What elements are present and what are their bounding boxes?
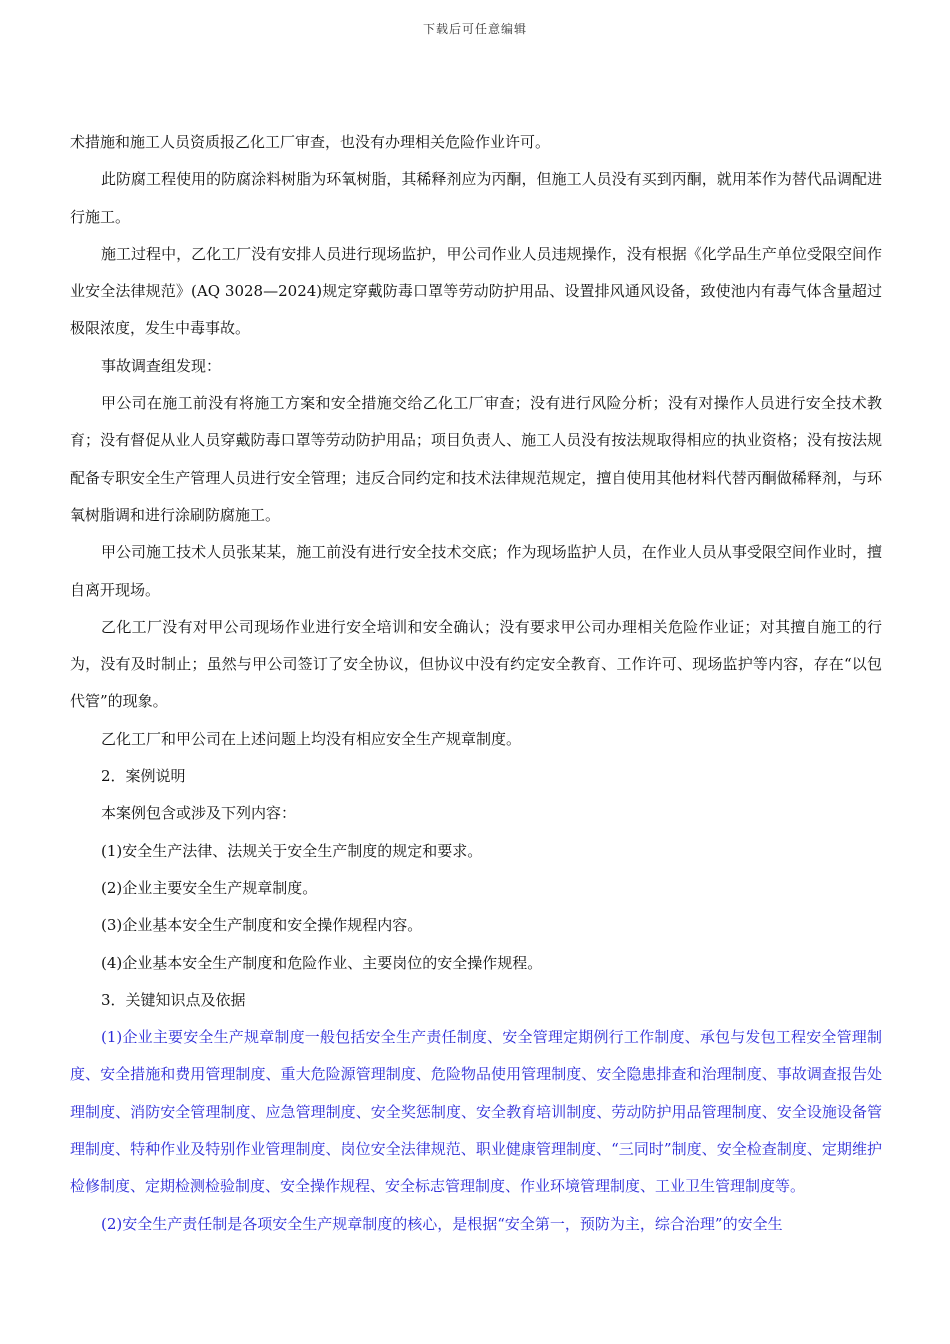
paragraph: 术措施和施工人员资质报乙化工厂审查，也没有办理相关危险作业许可。 xyxy=(70,133,551,151)
paragraph: (2)企业主要安全生产规章制度。 xyxy=(101,878,318,897)
paragraph: 本案例包含或涉及下列内容： xyxy=(101,804,297,823)
paragraph: 乙化工厂没有对甲公司现场作业进行安全培训和安全确认；没有要求甲公司办理相关危险作业证；对其擅自施工的行为，没有及时制止；虽然与甲公司签订了安全协议，但协议中没有约定安全教育、工作许可、现场监护等内容，存在“以包代管”的现象。 xyxy=(70,617,882,711)
paragraph: 事故调查组发现： xyxy=(101,356,222,375)
paragraph: (1)安全生产法律、法规关于安全生产制度的规定和要求。 xyxy=(101,841,483,860)
document-body xyxy=(70,124,882,1243)
page-header: 下载后可任意编辑 xyxy=(422,22,527,36)
paragraph: (2)安全生产责任制是各项安全生产规章制度的核心，是根据“安全第一，预防为主，综合治理”的安全生 xyxy=(101,1214,783,1233)
paragraph: 施工过程中，乙化工厂没有安排人员进行现场监护，甲公司作业人员违规操作，没有根据《化学品生产单位受限空间作业安全法律规范》(AQ 3028—2024)规定穿戴防毒口罩等劳动防护用品、设置排风通风设备，致使池内有毒气体含量超过极限浓度，发生中毒事故。 xyxy=(70,244,882,338)
paragraph: (1)企业主要安全生产规章制度一般包括安全生产责任制度、安全管理定期例行工作制度、承包与发包工程安全管理制度、安全措施和费用管理制度、重大危险源管理制度、危险物品使用管理制度、安全隐患排查和治理制度、事故调查报告处理制度、消防安全管理制度、应急管理制度、安全奖惩制度、安全教育培训制度、劳动防护用品管理制度、安全设施设备管理制度、特种作业及特别作业管理制度、岗位安全法律规范、职业健康管理制度、“三同时”制度、安全检查制度、定期维护检修制度、定期检测检验制度、安全操作规程、安全标志管理制度、作业环境管理制度、工业卫生管理制度等。 xyxy=(70,1028,882,1196)
paragraph: 此防腐工程使用的防腐涂料树脂为环氧树脂，其稀释剂应为丙酮，但施工人员没有买到丙酮，就用苯作为替代品调配进行施工。 xyxy=(70,170,882,226)
paragraph: 2．案例说明 xyxy=(101,767,186,786)
paragraph: (3)企业基本安全生产制度和安全操作规程内容。 xyxy=(101,916,423,935)
paragraph: (4)企业基本安全生产制度和危险作业、主要岗位的安全操作规程。 xyxy=(101,953,543,972)
paragraph: 甲公司施工技术人员张某某，施工前没有进行安全技术交底；作为现场监护人员，在作业人员从事受限空间作业时，擅自离开现场。 xyxy=(70,543,882,599)
paragraph: 乙化工厂和甲公司在上述问题上均没有相应安全生产规章制度。 xyxy=(101,729,522,748)
paragraph: 3．关键知识点及依据 xyxy=(101,990,246,1009)
paragraph: 甲公司在施工前没有将施工方案和安全措施交给乙化工厂审查；没有进行风险分析；没有对操作人员进行安全技术教育；没有督促从业人员穿戴防毒口罩等劳动防护用品；项目负责人、施工人员没有按法规取得相应的执业资格；没有按法规配备专职安全生产管理人员进行安全管理；违反合同约定和技术法律规范规定，擅自使用其他材料代替丙酮做稀释剂，与环氧树脂调和进行涂刷防腐施工。 xyxy=(70,394,882,524)
